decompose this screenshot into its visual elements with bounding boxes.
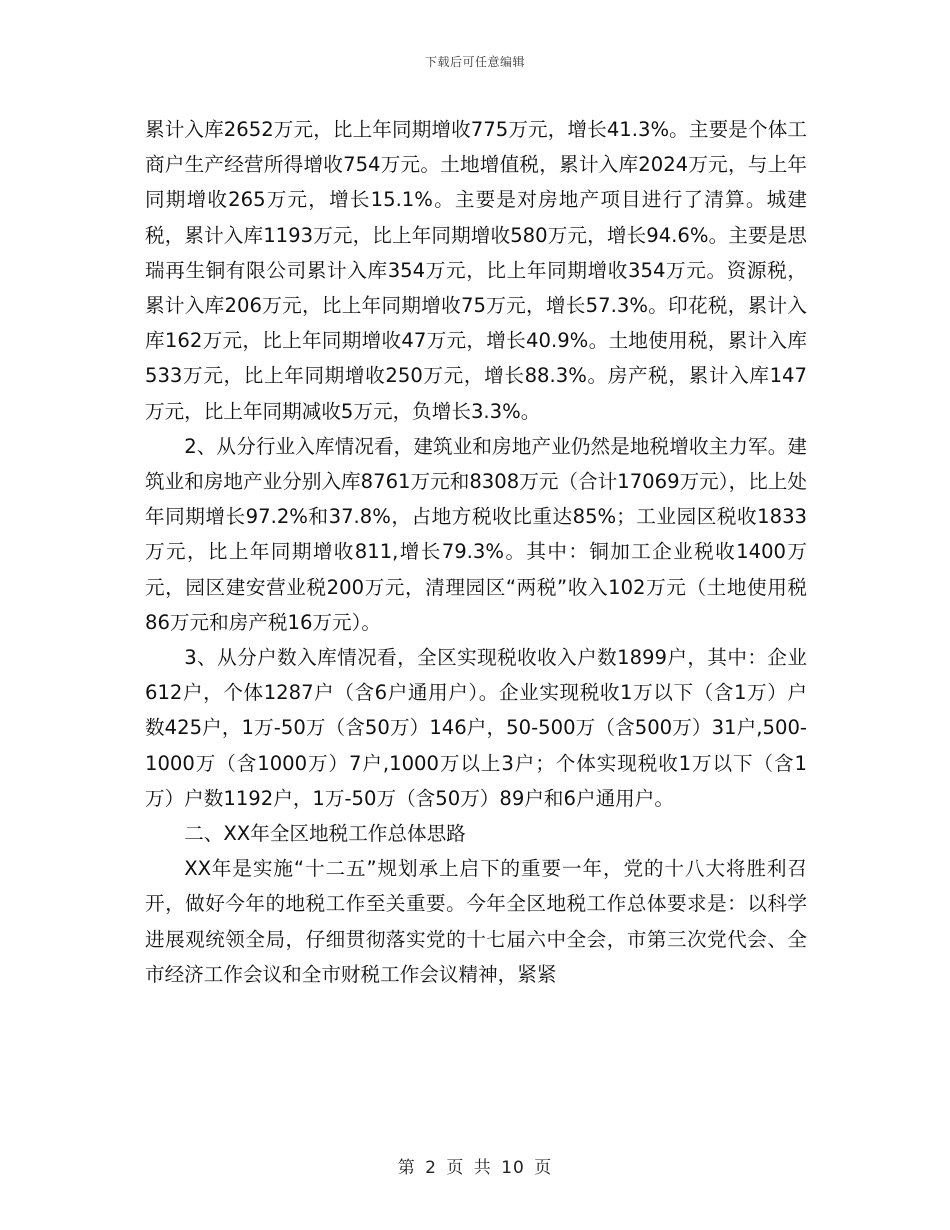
section-heading: 二、XX年全区地税工作总体思路 bbox=[184, 822, 466, 846]
page-header-note: 下载后可任意编辑 bbox=[424, 55, 525, 69]
paragraph-tax-summary: 累计入库2652万元，比上年同期增收775万元，增长41.3%。主要是个体工商户生产经营所得增收754万元。土地增值税，累计入库2024万元，与上年同期增收265万元，增长15.1%。主要是对房地产项目进行了清算。城建税，累计入库1193万元，比上年同期增收580万元，增长94.6%。主要是思瑞再生铜有限公司累计入库354万元，比上年同期增收354万元。资源税，累计入库206万元，比上年同期增收75万元，增长57.3%。印花税，累计入库162万元，比上年同期增收47万元，增长40.9%。土地使用税，累计入库533万元，比上年同期增收250万元，增长88.3%。房产税，累计入库147万元，比上年同期减收5万元，负增长3.3%。 bbox=[145, 118, 807, 423]
paragraph-work-plan: XX年是实施“十二五”规划承上启下的重要一年，党的十八大将胜利召开，做好今年的地税工作至关重要。今年全区地税工作总体要求是：以科学进展观统领全局，仔细贯彻落实党的十七届六中全会，市第三次党代会、全市经济工作会议和全市财税工作会议精神，紧紧 bbox=[145, 857, 807, 986]
document-body bbox=[145, 112, 807, 992]
paragraph-industry-breakdown: 2、从分行业入库情况看，建筑业和房地产业仍然是地税增收主力军。建筑业和房地产业分别入库8761万元和8308万元（合计17069万元），比上处年同期增长97.2%和37.8%，占地方税收比重达85%；工业园区税收1833万元，比上年同期增收811,增长79.3%。其中：铜加工企业税收1400万元，园区建安营业税200万元，清理园区“两税”收入102万元（土地使用税86万元和房产税16万元）。 bbox=[145, 434, 807, 634]
paragraph-household-count: 3、从分户数入库情况看，全区实现税收收入户数1899户，其中：企业612户，个体1287户（含6户通用户）。企业实现税收1万以下（含1万）户数425户，1万-50万（含50万）146户，50-500万（含500万）31户,500-1000万（含1000万）7户,1000万以上3户；个体实现税收1万以下（含1万）户数1192户，1万-50万（含50万）89户和6户通用户。 bbox=[145, 646, 807, 810]
page-number: 第 2 页 共 10 页 bbox=[397, 1158, 553, 1178]
